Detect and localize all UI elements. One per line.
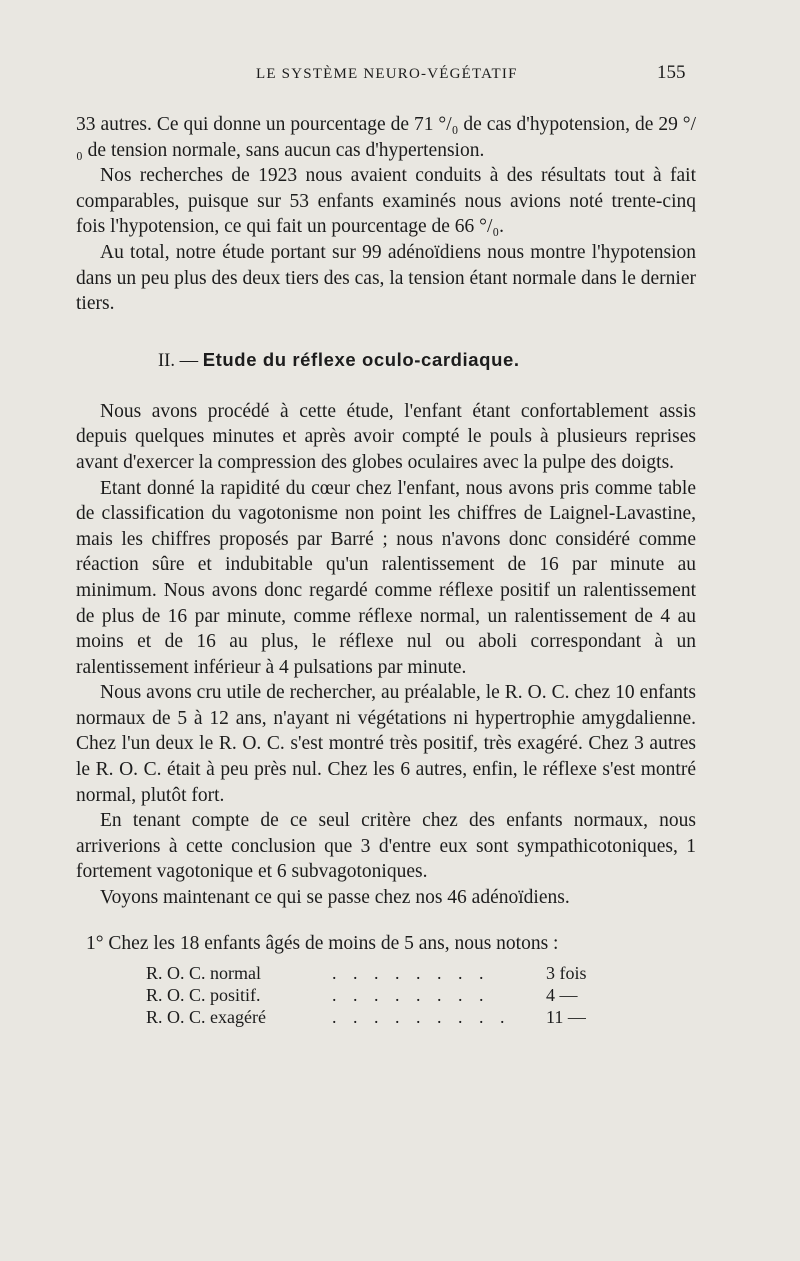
body-text <box>76 112 696 1028</box>
section-heading <box>76 347 696 374</box>
leader-dots: . . . . . . . . <box>332 985 490 1006</box>
section-number: II. — <box>158 350 199 371</box>
result-row <box>146 984 616 1006</box>
paragraph: 33 autres. Ce qui donne un pourcentage de 71 °/₀ de cas d'hypotension, de 29 °/₀ de tension normale, sans aucun cas d'hypertension. <box>76 114 696 161</box>
paragraph: Nous avons procédé à cette étude, l'enfant étant confortablement assis depuis quelques minutes et après avoir compté le pouls à plusieurs reprises avant d'exercer la compression des globes oculaires avec la pulpe des doigts. <box>76 400 696 473</box>
paragraph: Nos recherches de 1923 nous avaient conduits à des résultats tout à fait comparables, puisque sur 53 enfants examinés nous avions noté trente-cinq fois l'hypotension, ce qui fait un pourcentage de 66 °/₀. <box>76 165 696 238</box>
paragraph: Au total, notre étude portant sur 99 adénoïdiens nous montre l'hypotension dans un peu plus des deux tiers des cas, la tension étant normale dans le dernier tiers. <box>76 241 696 315</box>
paragraph: Voyons maintenant ce qui se passe chez nos 46 adénoïdiens. <box>100 887 570 909</box>
paragraph: Nous avons cru utile de rechercher, au préalable, le R. O. C. chez 10 enfants normaux de 5 à 12 ans, n'ayant ni végétations ni hypertrophie amygdalienne. Chez l'un deux le R. O. C. s'est montré très positif, très exagéré. Chez 3 autres le R. O. C. était à peu près nul. Chez les 6 autres, enfin, le réflexe s'est montré normal, plutôt fort. <box>76 682 696 806</box>
count-intro: 1° Chez les 18 enfants âgés de moins de 5 ans, nous notons : <box>86 932 559 954</box>
running-head-title: LE SYSTÈME NEURO-VÉGÉTATIF <box>256 66 518 82</box>
results-list <box>146 962 616 1028</box>
result-value: 3 fois <box>546 963 587 984</box>
result-value: 4 — <box>546 985 578 1006</box>
paragraph: En tenant compte de ce seul critère chez des enfants normaux, nous arriverions à cette conclusion que 3 d'entre eux sont sympathicotoniques, 1 fortement vagotonique et 6 subvagotoniques. <box>76 810 696 883</box>
result-label: R. O. C. exagéré <box>146 1007 266 1028</box>
leader-dots: . . . . . . . . <box>332 963 490 984</box>
result-label: R. O. C. positif. <box>146 985 261 1006</box>
running-head <box>0 62 800 90</box>
page-number: 155 <box>657 62 686 83</box>
result-label: R. O. C. normal <box>146 963 261 984</box>
result-row <box>146 962 616 984</box>
section-title: Etude du réflexe oculo-cardiaque. <box>202 348 520 370</box>
result-value: 11 — <box>546 1007 586 1028</box>
leader-dots: . . . . . . . . . <box>332 1007 511 1028</box>
paragraph: Etant donné la rapidité du cœur chez l'enfant, nous avons pris comme table de classification du vagotonisme non point les chiffres de Laignel-Lavastine, mais les chiffres proposés par Barré ; nous n'avons donc considéré comme réaction sûre et indubitable qu'un ralentissement de 16 par minute au minimum. Nous avons donc regardé comme réflexe positif un ralentissement de plus de 16 par minute, comme réflexe normal, un ralentissement de 4 au moins et de 16 au plus, le réflexe nul ou aboli correspondant à un ralentissement inférieur à 4 pulsations par minute. <box>76 477 696 678</box>
result-row <box>146 1006 616 1028</box>
